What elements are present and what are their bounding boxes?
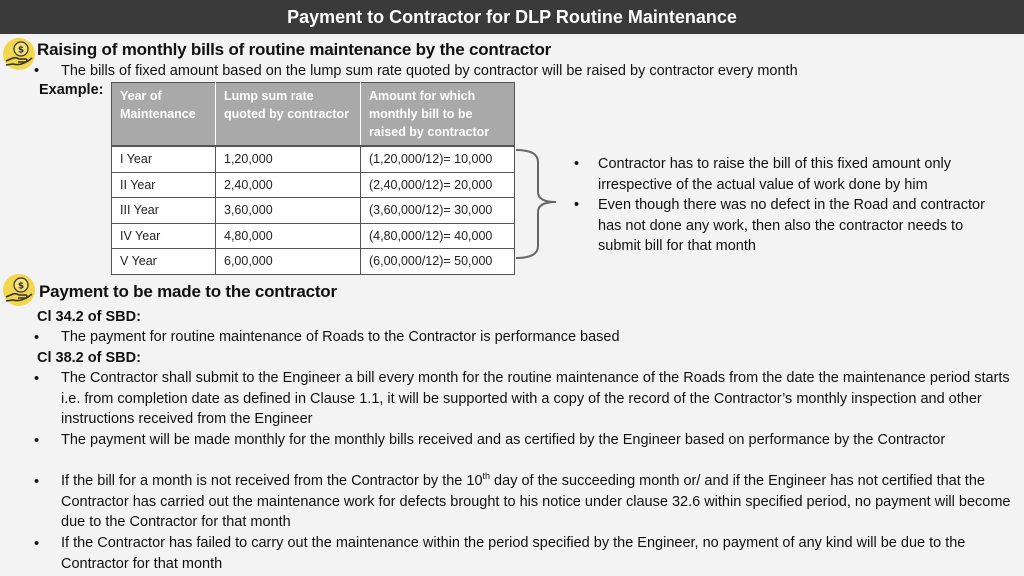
bullet-marker: • <box>34 63 40 79</box>
cell-monthly-amount: (6,00,000/12)= 50,000 <box>361 249 515 275</box>
hand-coin-icon <box>2 273 36 307</box>
cell-monthly-amount: (4,80,000/12)= 40,000 <box>361 223 515 249</box>
cell-lump-sum: 6,00,000 <box>216 249 361 275</box>
cell-monthly-amount: (1,20,000/12)= 10,000 <box>361 146 515 172</box>
clause-38-2-bullet-2: The payment will be made monthly for the monthly bills received and as certified by the Engineer based on performance by the Contractor <box>61 432 946 448</box>
list-item <box>574 154 994 195</box>
example-label: Example: <box>39 82 104 98</box>
bullet-marker: • <box>34 474 40 490</box>
maintenance-bill-table <box>111 82 515 275</box>
bullet-marker: • <box>34 536 40 552</box>
header-year: Year of Maintenance <box>112 83 216 147</box>
cell-monthly-amount: (3,60,000/12)= 30,000 <box>361 198 515 224</box>
ordinal-suffix: th <box>482 471 491 482</box>
table-row <box>112 172 515 198</box>
cell-year: I Year <box>112 146 216 172</box>
list-item <box>574 195 994 257</box>
cell-year: II Year <box>112 172 216 198</box>
svg-text:$: $ <box>17 45 25 56</box>
clause-38-2-bullet-1: The Contractor shall submit to the Engineer a bill every month for the routine maintenance of the Roads from the date the maintenance period starts i.e. from completion date as defined in Clause 1.1, it will be supported with a copy of the record of the Contractor’s monthly inspection and other instructions received from the Engineer <box>61 370 1010 427</box>
curly-brace-icon <box>512 148 562 260</box>
bullet-marker: • <box>574 197 580 213</box>
cell-year: IV Year <box>112 223 216 249</box>
cell-lump-sum: 1,20,000 <box>216 146 361 172</box>
table-header-row <box>112 83 515 147</box>
bills-fixed-amount-text: The bills of fixed amount based on the lump sum rate quoted by contractor will be raised by contractor every month <box>61 63 798 79</box>
clause-38-2-bullet-4: If the Contractor has failed to carry out the maintenance within the period specified by the Engineer, no payment of any kind will be due to the Contractor for that month <box>61 535 966 572</box>
cell-year: V Year <box>112 249 216 275</box>
cell-monthly-amount: (2,40,000/12)= 20,000 <box>361 172 515 198</box>
section-heading-payment: Payment to be made to the contractor <box>39 282 337 301</box>
clause-34-2-label: Cl 34.2 of SBD: <box>37 309 141 325</box>
hand-coin-icon <box>2 37 36 71</box>
header-lump-sum: Lump sum rate quoted by contractor <box>216 83 361 147</box>
bullet-3-text-start: If the bill for a month is not received from the Contractor by the 10 <box>61 473 483 489</box>
bullet-3-text-end: day of the succeeding month or/ and if the Engineer has not certified that the Contractor has carried out the maintenance work for defects brought to his notice under clause 32.6 within specified period, no payment will become due to the Contractor for that month <box>61 473 1011 530</box>
fixed-amount-notes <box>574 154 994 257</box>
table-row <box>112 223 515 249</box>
table-row <box>112 249 515 275</box>
cell-year: III Year <box>112 198 216 224</box>
bullet-marker: • <box>34 371 40 387</box>
table-row <box>112 146 515 172</box>
table-row <box>112 198 515 224</box>
cell-lump-sum: 4,80,000 <box>216 223 361 249</box>
clause-38-2-label: Cl 38.2 of SBD: <box>37 350 141 366</box>
bullet-marker: • <box>34 433 40 449</box>
note-text: Even though there was no defect in the Road and contractor has not done any work, then also the contractor needs to submit bill for that month <box>598 197 985 254</box>
clause-34-2-text: The payment for routine maintenance of Roads to the Contractor is performance based <box>61 329 620 345</box>
bullet-marker: • <box>34 330 40 346</box>
svg-text:$: $ <box>17 281 25 292</box>
cell-lump-sum: 2,40,000 <box>216 172 361 198</box>
cell-lump-sum: 3,60,000 <box>216 198 361 224</box>
header-monthly-amount: Amount for which monthly bill to be raised by contractor <box>361 83 515 147</box>
note-text: Contractor has to raise the bill of this fixed amount only irrespective of the actual value of work done by him <box>598 156 952 193</box>
bullet-marker: • <box>574 156 580 172</box>
page-title: Payment to Contractor for DLP Routine Maintenance <box>0 0 1024 34</box>
clause-38-2-bullet-3 <box>61 471 1016 533</box>
section-heading-raising-bills: Raising of monthly bills of routine maintenance by the contractor <box>37 40 552 59</box>
